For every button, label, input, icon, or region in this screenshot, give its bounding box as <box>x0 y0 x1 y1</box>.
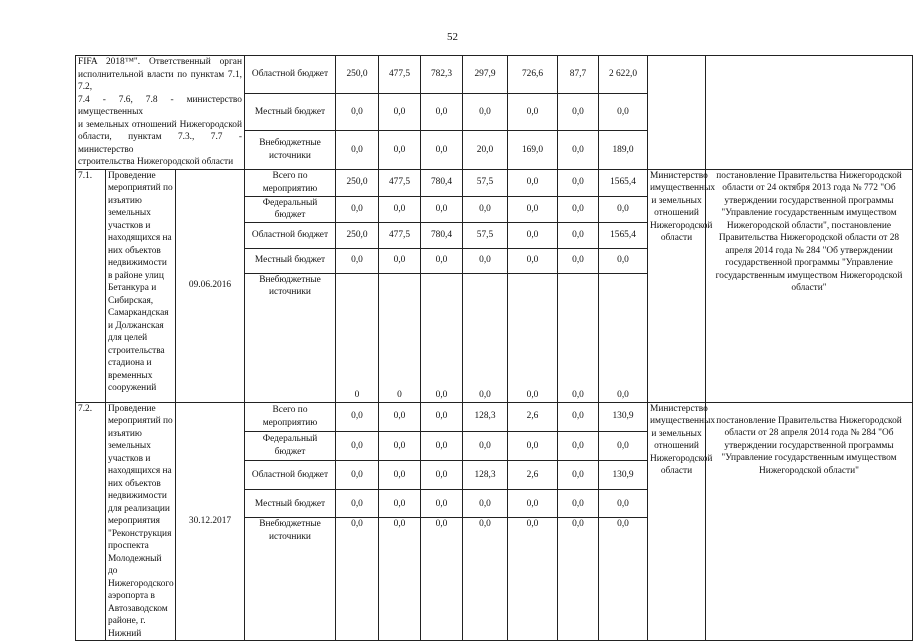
intro-row-regional <box>76 56 913 94</box>
item-7-2-total-row <box>76 402 913 431</box>
value-cell: 0 <box>336 273 379 402</box>
value-cell: 0,0 <box>379 431 421 460</box>
value-cell: 0,0 <box>379 402 421 431</box>
value-cell: 57,5 <box>463 169 508 196</box>
value-cell: 0,0 <box>379 461 421 490</box>
value-cell: 0,0 <box>558 402 599 431</box>
value-cell: 0,0 <box>336 94 379 131</box>
value-cell: 0,0 <box>508 169 558 196</box>
value-cell: 0,0 <box>463 196 508 222</box>
value-cell: 0,0 <box>463 490 508 518</box>
budget-table <box>75 55 913 641</box>
value-cell: 0,0 <box>599 273 648 402</box>
value-cell: 0,0 <box>421 490 463 518</box>
value-cell: 0,0 <box>599 94 648 131</box>
item-index: 7.1. <box>76 169 106 402</box>
item-date: 30.12.2017 <box>176 402 245 641</box>
intro-line: 7.4 - 7.6, 7.8 - министерство имущественных <box>78 94 242 117</box>
value-cell: 0,0 <box>336 431 379 460</box>
value-cell: 0,0 <box>558 169 599 196</box>
value-cell: 477,5 <box>379 56 421 94</box>
value-cell: 0,0 <box>379 248 421 273</box>
value-cell: 2,6 <box>508 402 558 431</box>
funding-source: Всего по мероприятию <box>245 169 336 196</box>
value-cell: 1565,4 <box>599 222 648 248</box>
value-cell: 297,9 <box>463 56 508 94</box>
value-cell: 0,0 <box>421 518 463 641</box>
value-cell: 0,0 <box>379 94 421 131</box>
value-cell: 250,0 <box>336 56 379 94</box>
value-cell: 782,3 <box>421 56 463 94</box>
value-cell: 2 622,0 <box>599 56 648 94</box>
value-cell: 0,0 <box>379 490 421 518</box>
value-cell: 0,0 <box>508 273 558 402</box>
value-cell: 0,0 <box>336 402 379 431</box>
value-cell: 0,0 <box>463 273 508 402</box>
value-cell: 0,0 <box>508 518 558 641</box>
value-cell: 128,3 <box>463 402 508 431</box>
value-cell: 0,0 <box>599 196 648 222</box>
value-cell: 0,0 <box>421 461 463 490</box>
responsible-ministry: Министерство имущественных и земельных отношений Нижегородской области <box>648 402 706 641</box>
item-date: 09.06.2016 <box>176 169 245 402</box>
value-cell: 0,0 <box>508 248 558 273</box>
value-cell: 0,0 <box>508 222 558 248</box>
intro-line: строительства Нижегородской области <box>78 157 234 167</box>
intro-line: FIFA 2018™". Ответственный орган <box>78 57 242 67</box>
item-7-1-total-row <box>76 169 913 196</box>
value-cell: 780,4 <box>421 169 463 196</box>
responsible-authority-text <box>76 56 245 170</box>
value-cell: 0,0 <box>421 431 463 460</box>
value-cell: 130,9 <box>599 402 648 431</box>
funding-source: Областной бюджет <box>245 56 336 94</box>
intro-line: исполнительной власти по пунктам 7.1, 7.2, <box>78 69 242 92</box>
responsible-ministry: Министерство имущественных и земельных отношений Нижегородской области <box>648 169 706 402</box>
legal-basis-note: постановление Правительства Нижегородской области от 28 апреля 2014 года № 284 "Об утверждении государственной программы "Управление государственным имуществом Нижегородской области" <box>706 402 913 641</box>
value-cell: 0,0 <box>558 222 599 248</box>
value-cell: 0,0 <box>421 402 463 431</box>
value-cell: 0,0 <box>463 518 508 641</box>
value-cell: 0,0 <box>558 431 599 460</box>
value-cell: 0,0 <box>558 131 599 169</box>
value-cell: 0,0 <box>336 131 379 169</box>
intro-line: и земельных отношений Нижегородской <box>78 119 242 130</box>
value-cell: 57,5 <box>463 222 508 248</box>
funding-source: Областной бюджет <box>245 461 336 490</box>
value-cell: 87,7 <box>558 56 599 94</box>
value-cell: 0,0 <box>599 518 648 641</box>
funding-source: Внебюджетные источники <box>245 131 336 169</box>
value-cell: 250,0 <box>336 222 379 248</box>
value-cell: 0,0 <box>508 196 558 222</box>
value-cell: 780,4 <box>421 222 463 248</box>
value-cell: 0,0 <box>558 518 599 641</box>
funding-source: Внебюджетные источники <box>245 518 336 641</box>
value-cell: 189,0 <box>599 131 648 169</box>
value-cell: 250,0 <box>336 169 379 196</box>
value-cell: 0,0 <box>421 94 463 131</box>
funding-source: Местный бюджет <box>245 248 336 273</box>
funding-source: Федеральный бюджет <box>245 431 336 460</box>
intro-line: области, пунктам 7.3., 7.7 - министерство <box>78 132 242 155</box>
value-cell: 0,0 <box>379 196 421 222</box>
value-cell: 0,0 <box>558 196 599 222</box>
value-cell: 0,0 <box>463 248 508 273</box>
value-cell: 0,0 <box>599 248 648 273</box>
value-cell: 0,0 <box>558 248 599 273</box>
value-cell: 20,0 <box>463 131 508 169</box>
value-cell: 0,0 <box>463 431 508 460</box>
value-cell: 0,0 <box>508 431 558 460</box>
value-cell: 0,0 <box>336 490 379 518</box>
value-cell: 0,0 <box>336 518 379 641</box>
value-cell: 0,0 <box>599 431 648 460</box>
funding-source: Местный бюджет <box>245 94 336 131</box>
page-number: 52 <box>447 31 458 43</box>
item-description: Проведение мероприятий по изъятию земельных участков и находящихся на них объектов недвижимости в районе улиц Бетанкура и Сибирская, Самаркандская и Должанская для целей строительства стадиона и временных сооружений <box>106 169 176 402</box>
value-cell: 0,0 <box>599 490 648 518</box>
value-cell: 0,0 <box>558 490 599 518</box>
funding-source: Федеральный бюджет <box>245 196 336 222</box>
value-cell: 130,9 <box>599 461 648 490</box>
value-cell: 0 <box>379 273 421 402</box>
responsible-cell <box>648 56 706 170</box>
value-cell: 0,0 <box>558 461 599 490</box>
value-cell: 128,3 <box>463 461 508 490</box>
funding-source: Всего по мероприятию <box>245 402 336 431</box>
value-cell: 0,0 <box>421 248 463 273</box>
value-cell: 0,0 <box>463 94 508 131</box>
note-cell <box>706 56 913 170</box>
value-cell: 0,0 <box>508 490 558 518</box>
value-cell: 0,0 <box>421 196 463 222</box>
value-cell: 2,6 <box>508 461 558 490</box>
item-description: Проведение мероприятий по изъятию земельных участков и находящихся на них объектов недвижимости для реализации мероприятия "Реконструкция проспекта Молодежный до Нижегородского аэропорта в Автозаводском районе, г. Нижний <box>106 402 176 641</box>
value-cell: 477,5 <box>379 169 421 196</box>
value-cell: 0,0 <box>558 94 599 131</box>
value-cell: 0,0 <box>379 518 421 641</box>
value-cell: 0,0 <box>336 196 379 222</box>
value-cell: 0,0 <box>421 273 463 402</box>
value-cell: 0,0 <box>336 461 379 490</box>
funding-source: Областной бюджет <box>245 222 336 248</box>
value-cell: 0,0 <box>508 94 558 131</box>
value-cell: 0,0 <box>558 273 599 402</box>
funding-source: Местный бюджет <box>245 490 336 518</box>
value-cell: 169,0 <box>508 131 558 169</box>
item-index: 7.2. <box>76 402 106 641</box>
value-cell: 0,0 <box>421 131 463 169</box>
value-cell: 0,0 <box>379 131 421 169</box>
value-cell: 726,6 <box>508 56 558 94</box>
value-cell: 1565,4 <box>599 169 648 196</box>
funding-source: Внебюджетные источники <box>245 273 336 402</box>
value-cell: 477,5 <box>379 222 421 248</box>
value-cell: 0,0 <box>336 248 379 273</box>
legal-basis-note: постановление Правительства Нижегородской области от 24 октября 2013 года № 772 "Об утверждении государственной программы "Управление государственным имуществом Нижегородской области", постановление Правительства Нижегородской области от 28 апреля 2014 года № 284 "Об утверждении государственной программы "Управление государственным имуществом Нижегородской области" <box>706 169 913 402</box>
